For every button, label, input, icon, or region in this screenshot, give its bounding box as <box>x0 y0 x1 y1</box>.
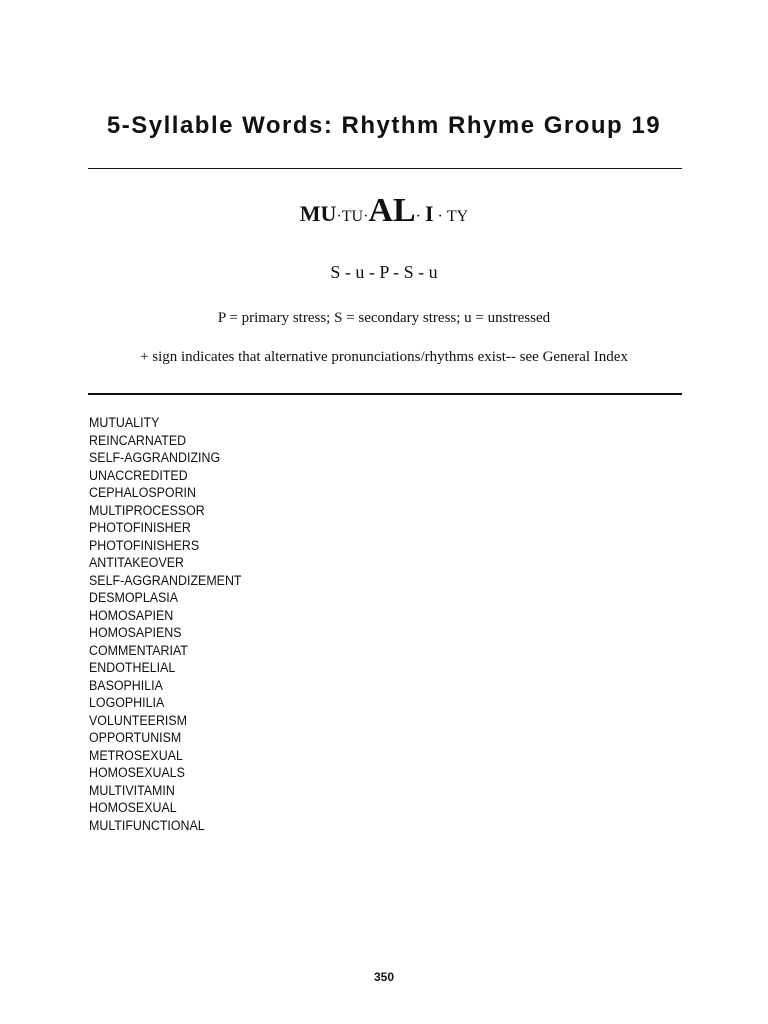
stress-pattern: S - u - P - S - u <box>330 262 438 282</box>
word-list-item: MULTIFUNCTIONAL <box>89 817 205 833</box>
word-list-item: HOMOSEXUAL <box>89 800 177 815</box>
word-list-item: LOGOPHILIA <box>89 695 165 710</box>
page-number: 350 <box>373 970 395 984</box>
word-list-item: UNACCREDITED <box>89 467 188 483</box>
syllable-2: TU <box>341 208 364 225</box>
word-list-item: METROSEXUAL <box>89 747 183 763</box>
page-title: 5-Syllable Words: Rhythm Rhyme Group 19 <box>106 112 662 139</box>
alternative-note: + sign indicates that alternative pronunciations/rhythms exist-- see General Index <box>140 349 628 365</box>
word-list-item: OPPORTUNISM <box>89 730 182 745</box>
bottom-divider <box>88 393 682 395</box>
word-list-item: MUTUALITY <box>89 415 160 430</box>
word-list-item: HOMOSAPIENS <box>89 625 182 640</box>
word-list-item: CEPHALOSPORIN <box>89 485 196 500</box>
word-list-item: DESMOPLASIA <box>89 590 179 605</box>
word-list-item: COMMENTARIAT <box>89 642 188 658</box>
syllable-3-primary: AL <box>368 192 416 229</box>
word-list-item: HOMOSEXUALS <box>89 765 185 780</box>
top-divider <box>88 168 682 169</box>
pronunciation-display <box>0 192 768 230</box>
syllable-dot: · <box>336 208 342 225</box>
word-list-item: REINCARNATED <box>89 432 187 448</box>
word-list-item: PHOTOFINISHER <box>89 520 191 535</box>
word-list-item: ENDOTHELIAL <box>89 660 176 675</box>
syllable-4: I <box>424 201 434 226</box>
word-list-item: BASOPHILIA <box>89 677 163 693</box>
syllable-1: MU <box>299 201 337 226</box>
syllable-dot: · <box>363 208 369 225</box>
word-list <box>89 414 242 834</box>
syllable-5: TY <box>446 208 469 225</box>
word-list-item: ANTITAKEOVER <box>89 555 185 570</box>
word-list-item: MULTIVITAMIN <box>89 782 175 798</box>
syllable-dot: · <box>415 208 421 225</box>
syllable-dot: · <box>437 208 443 225</box>
word-list-item: SELF-AGGRANDIZEMENT <box>89 572 242 588</box>
word-list-item: SELF-AGGRANDIZING <box>89 450 221 465</box>
word-list-item: PHOTOFINISHERS <box>89 537 200 553</box>
word-list-item: MULTIPROCESSOR <box>89 502 205 518</box>
stress-legend: P = primary stress; S = secondary stress; u = unstressed <box>217 310 551 326</box>
word-list-item: HOMOSAPIEN <box>89 607 174 623</box>
word-list-item: VOLUNTEERISM <box>89 712 188 728</box>
